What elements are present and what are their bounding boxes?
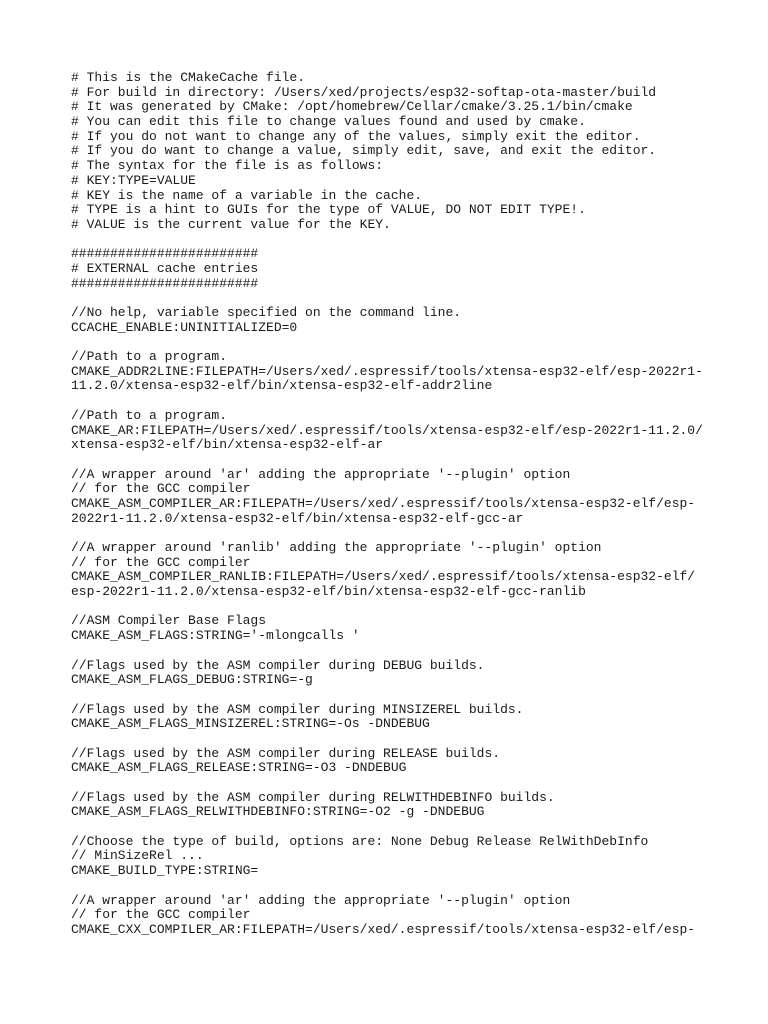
cmakecache-document [71,71,751,938]
entry-comment-line: //Path to a program. [71,349,228,365]
cache-entries [71,291,751,937]
blank-line [71,820,751,835]
entry-comment-line: //A wrapper around 'ar' adding the appropriate '--plugin' option [71,892,571,908]
entry-value-line: CCACHE_ENABLE:UNINITIALIZED=0 [71,319,298,335]
blank-line [71,879,751,894]
blank-line [71,600,751,615]
header-line: # If you do not want to change any of the values, simply exit the editor. [71,128,641,144]
entry-value-line: CMAKE_ASM_FLAGS_MINSIZEREL:STRING=-Os -DNDEBUG [71,716,430,732]
entry-value-line: CMAKE_ASM_COMPILER_RANLIB:FILEPATH=/Users/xed/.espressif/tools/xtensa-esp32-elf/ [71,569,696,585]
cache-entry [71,468,751,527]
cache-entry [71,306,751,335]
entry-value-line: CMAKE_BUILD_TYPE:STRING= [71,863,259,879]
cache-entry [71,541,751,600]
entry-comment-line: // for the GCC compiler [71,481,251,497]
cache-entry [71,791,751,820]
header-line: # VALUE is the current value for the KEY. [71,216,391,232]
cache-entry [71,894,751,938]
entry-comment-line: // for the GCC compiler [71,554,251,570]
cache-entry [71,703,751,732]
entry-comment-line: //Flags used by the ASM compiler during MINSIZEREL builds. [71,701,524,717]
entry-value-line: CMAKE_ASM_FLAGS_RELWITHDEBINFO:STRING=-O2 -g -DNDEBUG [71,804,485,820]
entry-value-line: 2022r1-11.2.0/xtensa-esp32-elf/bin/xtensa-esp32-elf-gcc-ar [71,510,524,526]
entry-comment-line: //Flags used by the ASM compiler during RELEASE builds. [71,745,501,761]
cache-entry [71,350,751,394]
entry-value-line: CMAKE_AR:FILEPATH=/Users/xed/.espressif/tools/xtensa-esp32-elf/esp-2022r1-11.2.0/ [71,422,703,438]
cache-entry [71,835,751,879]
entry-comment-line: // MinSizeRel ... [71,848,204,864]
blank-line [71,688,751,703]
entry-value-line: CMAKE_ASM_FLAGS_DEBUG:STRING=-g [71,672,313,688]
cache-entry [71,659,751,688]
entry-comment-line: //Flags used by the ASM compiler during DEBUG builds. [71,657,485,673]
blank-line [71,394,751,409]
section-rule: ######################## [71,246,259,262]
blank-line [71,776,751,791]
entry-value-line: CMAKE_CXX_COMPILER_AR:FILEPATH=/Users/xed/.espressif/tools/xtensa-esp32-elf/esp- [71,921,696,937]
blank-line [71,644,751,659]
entry-value-line: CMAKE_ADDR2LINE:FILEPATH=/Users/xed/.espressif/tools/xtensa-esp32-elf/esp-2022r1- [71,363,703,379]
blank-line [71,453,751,468]
blank-line [71,732,751,747]
entry-value-line: xtensa-esp32-elf/bin/xtensa-esp32-elf-ar [71,437,384,453]
entry-comment-line: //A wrapper around 'ar' adding the appropriate '--plugin' option [71,466,571,482]
cache-entry [71,747,751,776]
blank-line [71,233,751,248]
entry-comment-line: //No help, variable specified on the command line. [71,305,462,320]
header-line: # KEY is the name of a variable in the cache. [71,187,423,203]
entry-comment-line: // for the GCC compiler [71,907,251,923]
cache-entry [71,614,751,643]
header-line: # TYPE is a hint to GUIs for the type of VALUE, DO NOT EDIT TYPE!. [71,202,586,218]
file-header-comments [71,71,751,233]
entry-value-line: CMAKE_ASM_FLAGS:STRING='-mlongcalls ' [71,628,360,644]
entry-value-line: 11.2.0/xtensa-esp32-elf/bin/xtensa-esp32-elf-addr2line [71,378,493,394]
entry-comment-line: //ASM Compiler Base Flags [71,613,267,629]
header-line: # The syntax for the file is as follows: [71,158,384,174]
section-heading [71,247,751,291]
header-line: # If you do want to change a value, simply edit, save, and exit the editor. [71,143,657,159]
blank-line [71,335,751,350]
entry-comment-line: //Choose the type of build, options are: None Debug Release RelWithDebInfo [71,833,649,849]
section-rule: ######################## [71,275,259,291]
header-line: # You can edit this file to change values found and used by cmake. [71,114,586,130]
entry-value-line: esp-2022r1-11.2.0/xtensa-esp32-elf/bin/xtensa-esp32-elf-gcc-ranlib [71,584,586,600]
entry-comment-line: //Flags used by the ASM compiler during RELWITHDEBINFO builds. [71,789,555,805]
entry-comment-line: //A wrapper around 'ranlib' adding the appropriate '--plugin' option [71,540,602,555]
entry-value-line: CMAKE_ASM_COMPILER_AR:FILEPATH=/Users/xed/.espressif/tools/xtensa-esp32-elf/esp- [71,495,696,511]
blank-line [71,526,751,541]
cache-entry [71,409,751,453]
entry-comment-line: //Path to a program. [71,407,228,423]
header-line: # KEY:TYPE=VALUE [71,172,196,188]
header-line: # This is the CMakeCache file. [71,70,306,85]
blank-line [71,291,751,306]
section-title: # EXTERNAL cache entries [71,260,259,276]
header-line: # It was generated by CMake: /opt/homebrew/Cellar/cmake/3.25.1/bin/cmake [71,99,633,115]
header-line: # For build in directory: /Users/xed/projects/esp32-softap-ota-master/build [71,84,657,100]
entry-value-line: CMAKE_ASM_FLAGS_RELEASE:STRING=-O3 -DNDEBUG [71,760,407,776]
